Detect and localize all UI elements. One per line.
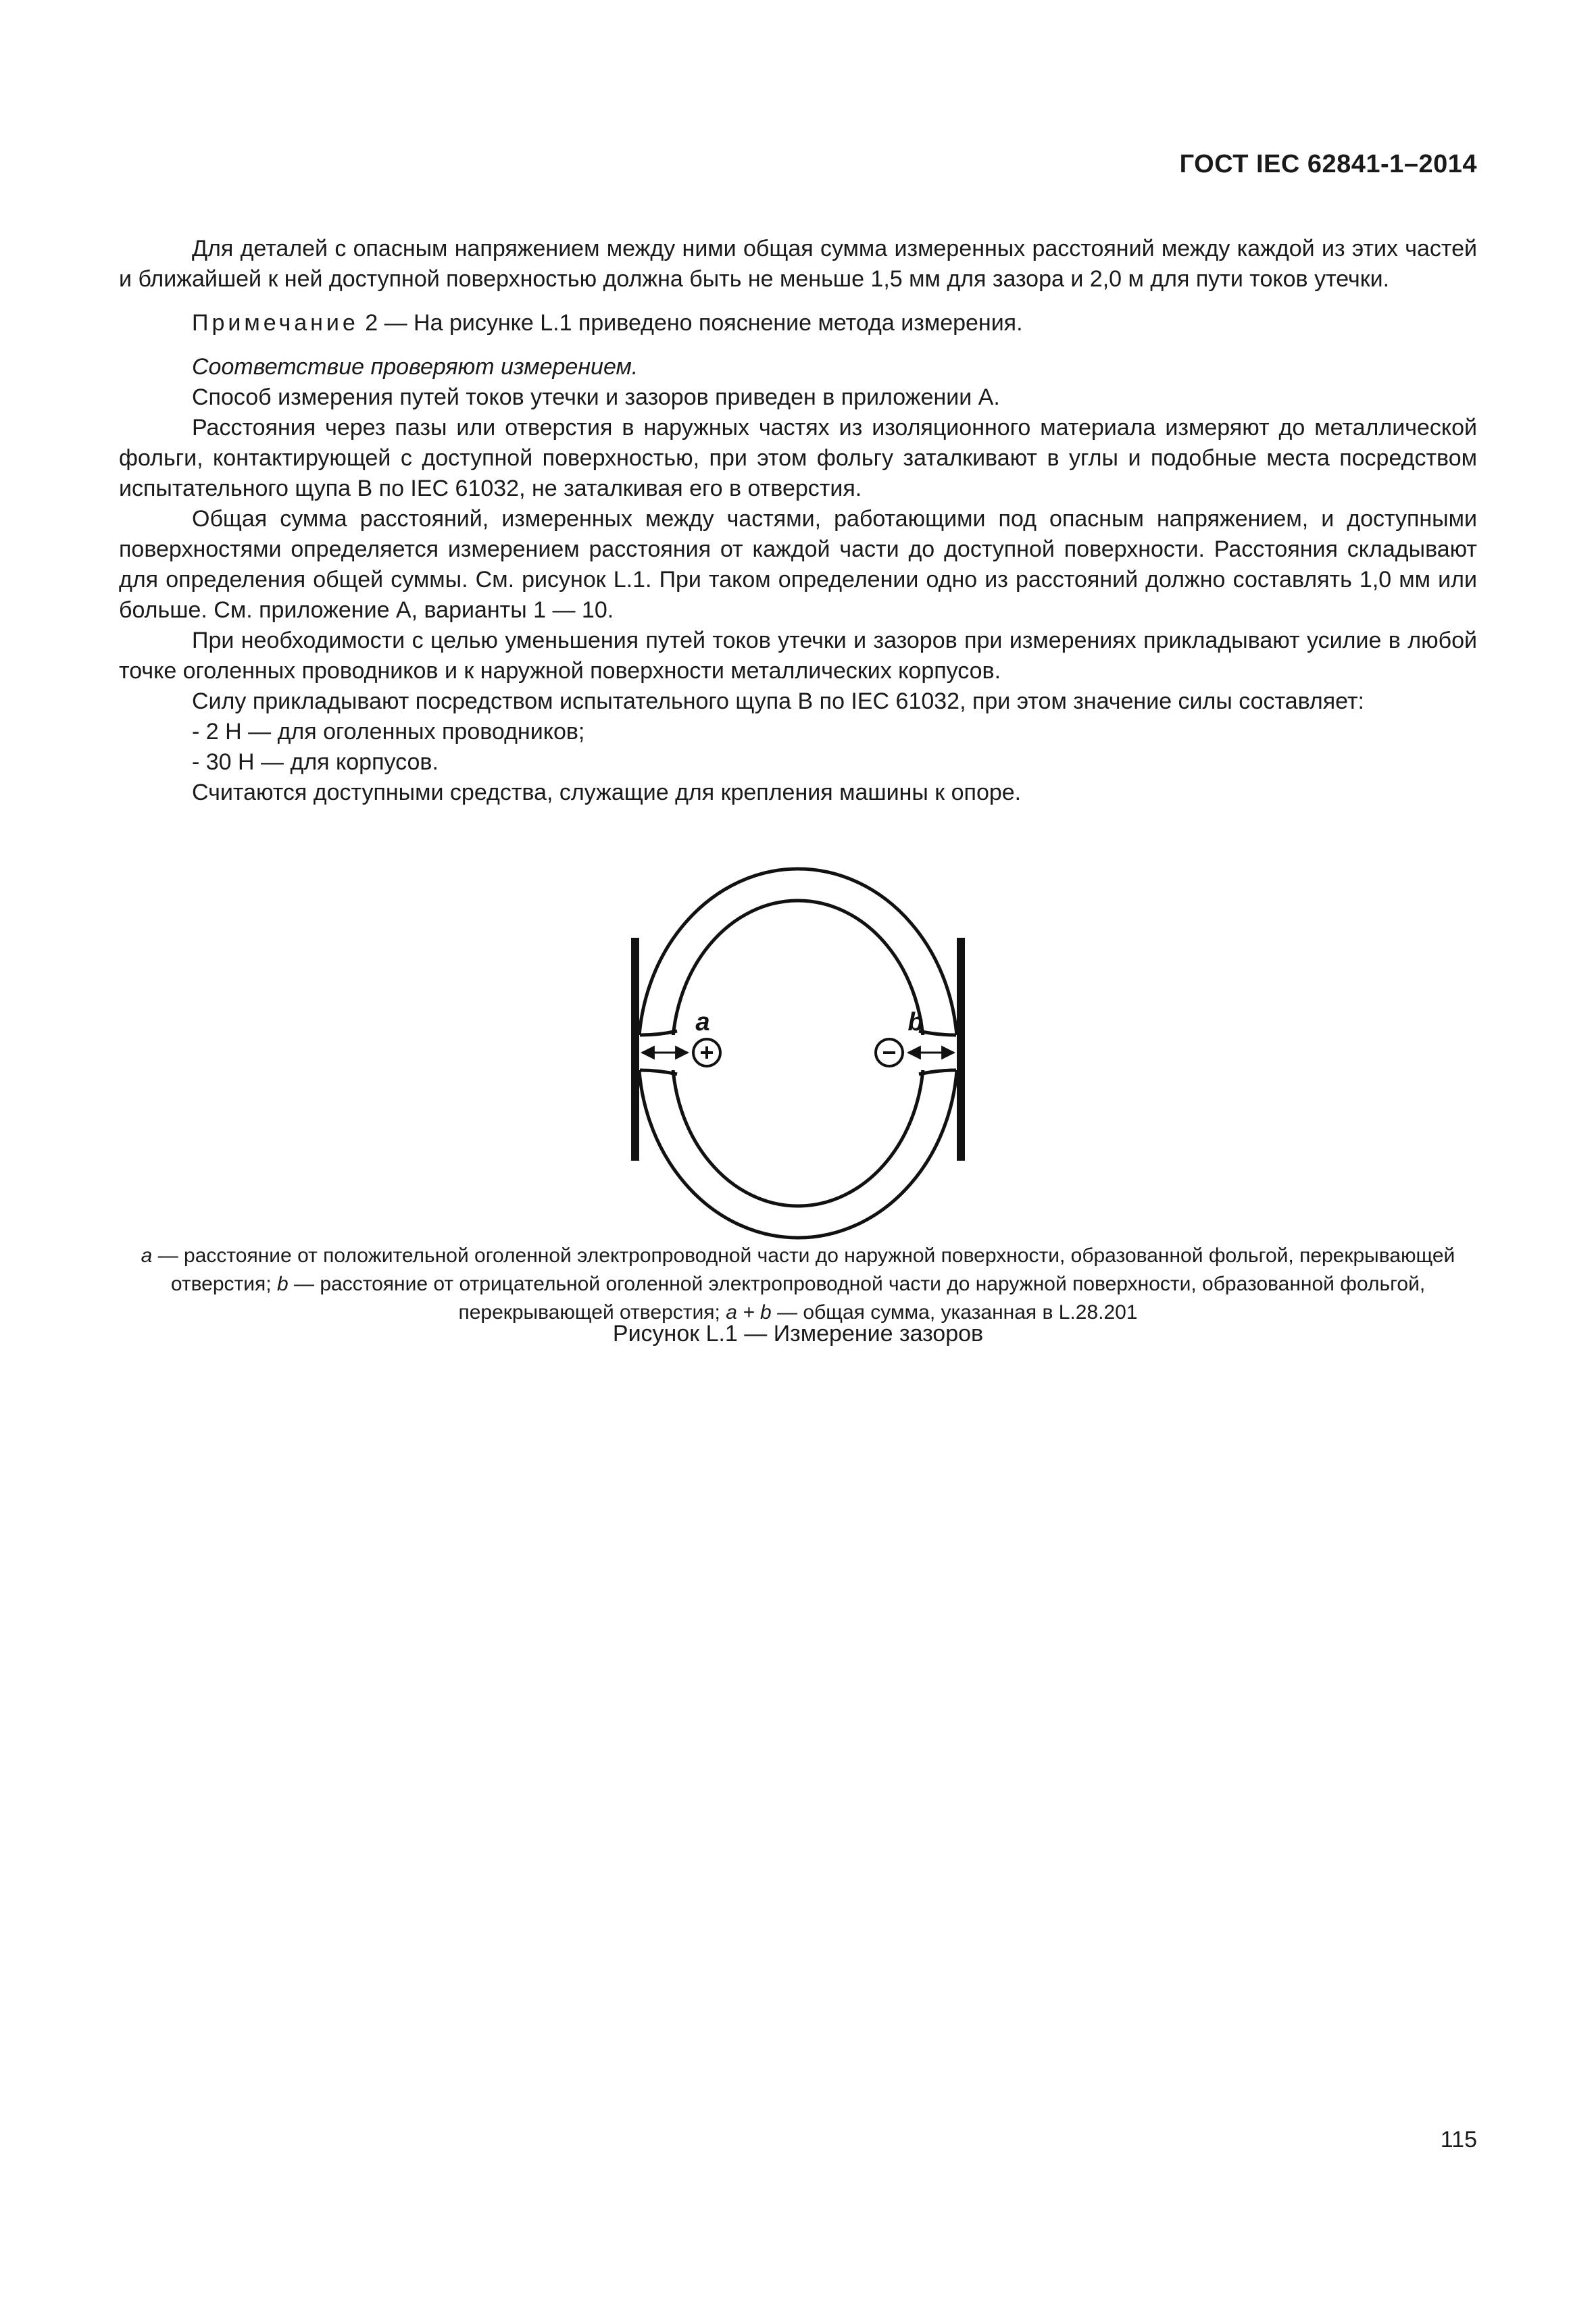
caption-text-a: — расстояние от положительной оголенной электропроводной части до наружной поверхности, образованной фольгой, перекрывающей отверстия; bbox=[152, 1244, 1455, 1295]
caption-var-a: a bbox=[141, 1244, 153, 1267]
paragraph-2: Способ измерения путей токов утечки и зазоров приведен в приложении А. bbox=[192, 384, 1000, 410]
minus-sign: − bbox=[882, 1038, 897, 1066]
paragraph-6: Силу прикладывают посредством испытательного щупа В по IEC 61032, при этом значение силы составляет: bbox=[192, 688, 1364, 714]
label-a: a bbox=[695, 1008, 710, 1036]
clearance-diagram bbox=[0, 858, 1596, 1243]
note-label: Примечание bbox=[192, 310, 359, 336]
list-item-2: - 30 Н — для корпусов. bbox=[192, 749, 439, 775]
document-id: ГОСТ IEC 62841-1–2014 bbox=[1179, 150, 1477, 178]
note bbox=[119, 308, 1477, 338]
paragraph-4: Общая сумма расстояний, измеренных между частями, работающими под опасным напряжением, и доступными поверхностями определяется измерением расстояния от каждой части до доступной поверхности. Расстояния складывают для определения общей суммы. См. рисунок L.1. При таком определении одно из расстояний должно составлять 1,0 мм или больше. См. приложение А, варианты 1 — 10. bbox=[119, 506, 1477, 623]
caption-var-sum: a + b bbox=[726, 1301, 772, 1324]
caption-text-b: — расстояние от отрицательной оголенной электропроводной части до наружной поверхности, образованной фольгой, перекрывающей отверстия; bbox=[288, 1273, 1426, 1324]
caption-var-b: b bbox=[276, 1273, 289, 1295]
figure-caption bbox=[119, 1242, 1477, 1327]
figure-title: Рисунок L.1 — Измерение зазоров bbox=[612, 1321, 984, 1347]
caption-text-sum: — общая сумма, указанная в L.28.201 bbox=[771, 1301, 1138, 1324]
paragraph-7: Считаются доступными средства, служащие для крепления машины к опоре. bbox=[192, 780, 1022, 805]
label-b: b bbox=[907, 1008, 924, 1036]
plus-sign: + bbox=[699, 1038, 714, 1066]
paragraph-1: Для деталей с опасным напряжением между ними общая сумма измеренных расстояний между каждой из этих частей и ближайшей к ней доступной поверхностью должна быть не меньше 1,5 мм для зазора и 2,0 м для пути токов утечки. bbox=[119, 236, 1477, 292]
compliance-line: Соответствие проверяют измерением. bbox=[192, 354, 639, 380]
paragraph-3: Расстояния через пазы или отверстия в наружных частях из изоляционного материала измеряют до металлической фольги, контактирующей с доступной поверхностью, при этом фольгу заталкивают в углы и подобные места посредством испытательного щупа В по IEC 61032, не заталкивая его в отверстия. bbox=[119, 415, 1477, 501]
body-text bbox=[119, 234, 1477, 808]
note-text: 2 — На рисунке L.1 приведено пояснение метода измерения. bbox=[358, 310, 1023, 336]
page-number: 115 bbox=[1440, 2127, 1477, 2153]
paragraph-5: При необходимости с целью уменьшения путей токов утечки и зазоров при измерениях прикладывают усилие в любой точке оголенных проводников и к наружной поверхности металлических корпусов. bbox=[119, 628, 1477, 684]
list-item-1: - 2 Н — для оголенных проводников; bbox=[192, 719, 585, 745]
